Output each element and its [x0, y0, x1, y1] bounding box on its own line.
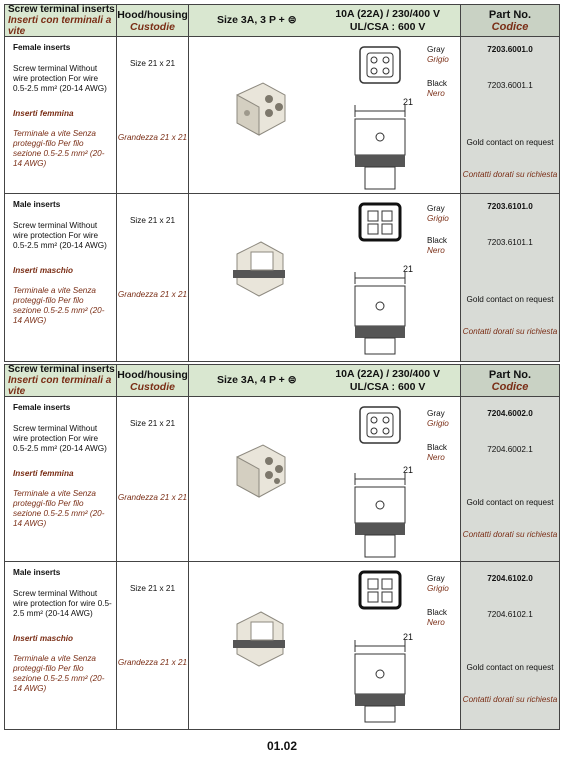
dimension-label: 21 — [403, 264, 414, 274]
insert-desc: Screw terminal Without wire protection for wire 0.5-2.5 mm² (20-14 AWG) — [13, 589, 112, 618]
dimension-drawing — [349, 97, 414, 192]
gold-contact-note: Gold contact on request — [466, 663, 554, 672]
insert-title: Female inserts — [13, 43, 71, 52]
pin-layout-icon — [355, 202, 405, 242]
product-row — [4, 194, 560, 362]
pin-layout-icon — [355, 405, 405, 445]
part-number-cell — [461, 397, 559, 561]
housing-size: Size 21 x 21 — [129, 216, 176, 225]
page-number: 01.02 — [266, 739, 298, 753]
dimension-drawing — [349, 264, 414, 359]
header-col-housing-en: Hood/housing — [117, 368, 188, 381]
header-col-housing-it: Custodie — [130, 380, 175, 393]
product-row — [4, 562, 560, 730]
insert-title-it: Inserti femmina — [13, 469, 74, 478]
color-gray — [427, 409, 449, 429]
section-header — [4, 4, 560, 37]
header-rating-voltage: 10A (22A) / 230/400 V — [335, 8, 440, 20]
part-number-black: 7204.6102.1 — [487, 610, 533, 619]
gold-contact-note: Gold contact on request — [466, 138, 554, 147]
header-col-part-en: Part No. — [488, 368, 532, 381]
color-black-it: Nero — [427, 89, 445, 98]
color-gray — [427, 574, 449, 594]
insert-desc: Screw terminal Without wire protection For wire 0.5-2.5 mm² (20-14 AWG) — [13, 64, 107, 93]
header-col-housing — [117, 365, 189, 396]
part-number-cell — [461, 37, 559, 193]
housing-size-it: Grandezza 21 x 21 — [117, 290, 188, 299]
connector-photo — [229, 77, 289, 142]
color-gray-en: Gray — [427, 204, 445, 213]
insert-desc: Screw terminal Without wire protection For wire 0.5-2.5 mm² (20-14 AWG) — [13, 424, 107, 453]
housing-size: Size 21 x 21 — [129, 419, 176, 428]
part-number-cell — [461, 562, 559, 729]
insert-description — [5, 562, 117, 729]
header-col-housing-it: Custodie — [130, 20, 175, 33]
part-number-cell — [461, 194, 559, 361]
part-number-gray: 7203.6001.0 — [487, 45, 533, 54]
color-black — [427, 236, 447, 256]
header-col-part-en: Part No. — [488, 8, 532, 21]
header-col-part — [461, 365, 559, 396]
header-col-housing-en: Hood/housing — [117, 8, 188, 21]
header-rating — [335, 368, 440, 394]
connector-photo — [229, 604, 289, 676]
color-black-en: Black — [427, 79, 448, 88]
gold-contact-note-it: Contatti dorati su richiesta — [462, 530, 558, 539]
header-rating-voltage: 10A (22A) / 230/400 V — [335, 368, 440, 380]
part-number-black: 7203.6101.1 — [487, 238, 533, 247]
header-col-part-it: Codice — [491, 20, 529, 33]
product-visuals — [189, 37, 461, 193]
header-col-part — [461, 5, 559, 36]
product-visuals — [189, 562, 461, 729]
color-black-en: Black — [427, 236, 448, 245]
header-rating-ul: UL/CSA : 600 V — [349, 381, 426, 393]
part-number-gray: 7203.6101.0 — [487, 202, 533, 211]
section-header — [4, 364, 560, 397]
color-gray-it: Grigio — [427, 55, 449, 64]
insert-desc-it: Terminale a vite Senza proteggi-filo Per filo sezione 0.5-2.5 mm² (20-14 AWG) — [13, 129, 105, 168]
housing-cell — [117, 397, 189, 561]
insert-desc: Screw terminal Without wire protection For wire 0.5-2.5 mm² (20-14 AWG) — [13, 221, 107, 250]
color-black — [427, 608, 447, 628]
pin-layout-icon — [355, 570, 405, 610]
connector-photo — [229, 234, 289, 306]
dimension-drawing — [349, 632, 414, 727]
header-col-inserts-en: Screw terminal inserts — [8, 4, 115, 15]
color-gray — [427, 45, 449, 65]
part-number-gray: 7204.6102.0 — [487, 574, 533, 583]
header-col-inserts-en: Screw terminal inserts — [8, 364, 115, 375]
header-col-inserts-it: Inserti con terminali a vite — [8, 375, 112, 397]
insert-desc-it: Terminale a vite Senza proteggi-filo Per filo sezione 0.5-2.5 mm² (20-14 AWG) — [13, 654, 105, 693]
product-visuals — [189, 397, 461, 561]
insert-description — [5, 37, 117, 193]
header-size: Size 3A, 3 P + ⊜ — [217, 14, 297, 26]
connector-photo — [229, 439, 289, 504]
insert-title: Male inserts — [13, 200, 61, 209]
header-col-inserts — [5, 365, 117, 396]
color-black-en: Black — [427, 443, 448, 452]
header-rating — [335, 8, 440, 34]
insert-title: Male inserts — [13, 568, 61, 577]
housing-size-it: Grandezza 21 x 21 — [117, 133, 188, 142]
header-col-spec — [189, 365, 461, 396]
part-number-black: 7203.6001.1 — [487, 81, 533, 90]
header-col-spec — [189, 5, 461, 36]
header-size: Size 3A, 4 P + ⊜ — [217, 374, 297, 386]
color-gray-it: Grigio — [427, 214, 449, 223]
product-row — [4, 37, 560, 194]
part-number-gray: 7204.6002.0 — [487, 409, 533, 418]
insert-desc-it: Terminale a vite Senza proteggi-filo Per filo sezione 0.5-2.5 mm² (20-14 AWG) — [13, 286, 105, 325]
dimension-drawing — [349, 465, 414, 560]
dimension-label: 21 — [403, 97, 414, 107]
dimension-label: 21 — [403, 465, 414, 475]
color-black-it: Nero — [427, 246, 445, 255]
color-gray-en: Gray — [427, 45, 445, 54]
housing-size-it: Grandezza 21 x 21 — [117, 658, 188, 667]
header-rating-ul: UL/CSA : 600 V — [349, 21, 426, 33]
gold-contact-note: Gold contact on request — [466, 498, 554, 507]
pin-layout-icon — [355, 45, 405, 85]
housing-size: Size 21 x 21 — [129, 584, 176, 593]
color-black-en: Black — [427, 608, 448, 617]
color-black-it: Nero — [427, 618, 445, 627]
color-gray-it: Grigio — [427, 584, 449, 593]
color-gray-en: Gray — [427, 574, 445, 583]
header-col-inserts — [5, 5, 117, 36]
header-col-housing — [117, 5, 189, 36]
housing-size: Size 21 x 21 — [129, 59, 176, 68]
dimension-label: 21 — [403, 632, 414, 642]
gold-contact-note-it: Contatti dorati su richiesta — [462, 327, 558, 336]
color-gray-it: Grigio — [427, 419, 449, 428]
housing-cell — [117, 562, 189, 729]
gold-contact-note-it: Contatti dorati su richiesta — [462, 695, 558, 704]
insert-description — [5, 194, 117, 361]
color-black — [427, 443, 447, 463]
insert-title: Female inserts — [13, 403, 71, 412]
color-gray-en: Gray — [427, 409, 445, 418]
housing-size-it: Grandezza 21 x 21 — [117, 493, 188, 502]
color-black — [427, 79, 447, 99]
insert-title-it: Inserti maschio — [13, 266, 74, 275]
header-col-inserts-it: Inserti con terminali a vite — [8, 15, 112, 37]
gold-contact-note-it: Contatti dorati su richiesta — [462, 170, 558, 179]
housing-cell — [117, 194, 189, 361]
gold-contact-note: Gold contact on request — [466, 295, 554, 304]
insert-title-it: Inserti femmina — [13, 109, 74, 118]
insert-description — [5, 397, 117, 561]
insert-title-it: Inserti maschio — [13, 634, 74, 643]
color-black-it: Nero — [427, 453, 445, 462]
product-row — [4, 397, 560, 562]
housing-cell — [117, 37, 189, 193]
color-gray — [427, 204, 449, 224]
insert-desc-it: Terminale a vite Senza proteggi-filo Per filo sezione 0.5-2.5 mm² (20-14 AWG) — [13, 489, 105, 528]
product-visuals — [189, 194, 461, 361]
part-number-black: 7204.6002.1 — [487, 445, 533, 454]
header-col-part-it: Codice — [491, 380, 529, 393]
